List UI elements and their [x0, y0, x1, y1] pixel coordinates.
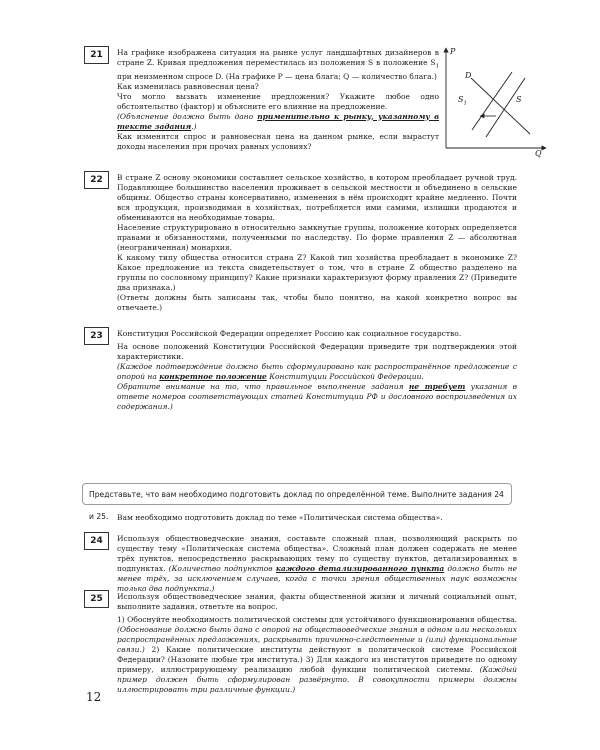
question-number-24: 24 — [84, 532, 109, 550]
supply-s-label: S — [516, 95, 522, 104]
question-number-25: 25 — [84, 590, 109, 608]
question-22-text — [117, 173, 517, 313]
q22-paragraph-1: В стране Z основу экономики составляет сельское хозяйство, в котором преобладает ручной труд. Подавляющее большинство населения проживает в сельской местности и объединено в сельские общины. Общество страны консервативно, изменения в нём происходят крайне медленно. Почти вся продукция, производимая в хозяйствах, потребляется ими самими, излишки продаются и обмениваются на необходимые товары. — [117, 173, 517, 222]
question-21-text — [117, 48, 439, 152]
q21-paragraph-1: На графике изображена ситуация на рынке услуг ландшафтных дизайнеров в стране Z. Кривая предложения переместилась из положения S в положение $S_1$ при неизменном спросе D. (На графике P — цена блага; Q — количество блага.) — [117, 48, 439, 81]
q21-paragraph-2: Как изменилась равновесная цена? — [117, 81, 259, 91]
q22-paragraph-2: Население структурировано в относительно замкнутые группы, положение которых определяется правами и обязанностями, полученными по наследству. По форме правления Z — абсолютная (неограниченная) монархия. — [117, 223, 517, 252]
q21-paragraph-3: Что могло вызвать изменение предложения? Укажите любое одно обстоятельство (фактор) и объясните его влияние на предложение. — [117, 91, 439, 111]
q21-paragraph-4: Как изменятся спрос и равновесная цена на данном рынке, если вырастут доходы населения при прочих равных условиях? — [117, 131, 439, 151]
supply-curve-s1 — [472, 72, 512, 130]
q23-note-1: (Каждое подтверждение должно быть сформулировано как распространённое предложение с опорой на конкретное положение Конституции Российской Федерации. — [117, 362, 517, 381]
q24-paragraph-1: Используя обществоведческие знания, составьте сложный план, позволяющий раскрыть по существу тему «Политическая система общества». Сложный план должен содержать не менее трёх пунктов, непосредственно раскрывающих тему по существу пунктов, детализированных в подпунктах. (Количество подпунктов каждого детализированного пункта должно быть не менее трёх, за исключением случаев, когда с точки зрения общественных наук возможны только два подпункта.) — [117, 534, 518, 593]
question-25-text — [117, 592, 517, 695]
q22-paragraph-4: (Ответы должны быть записаны так, чтобы было понятно, на какой конкретно вопрос вы отвечаете.) — [117, 293, 517, 312]
q23-paragraph-2: На основе положений Конституции Российской Федерации приведите три подтверждения этой характеристики. — [117, 342, 517, 361]
notice-box: Представьте, что вам необходимо подготовить доклад по определённой теме. Выполните задания 24 и 25. — [82, 483, 512, 505]
question-number-22: 22 — [84, 171, 109, 189]
q23-note-2: Обратите внимание на то, что правильное выполнение задания не требует указания в ответе номеров соответствующих статей Конституции РФ и дословного воспроизведения их содержания.) — [117, 382, 517, 411]
q25-paragraph-2: 1) Обоснуйте необходимость политической системы для устойчивого функционирования общества. (Обоснование должно быть дано с опорой на обществоведческие знания в одном или нескольких распространённых предложениях, раскрывать причинно-следственные и (или) функциональные связи.) 2) Какие политические институты действуют в политической системе Российской Федерации? (Назовите любые три института.) 3) Для каждого из институтов приведите по одному примеру, иллюстрирующему реализацию любой функции политической системы. (Каждый пример должен быть сформулирован развёрнуто. В совокупности примеры должны иллюстрировать три различные функции.) — [117, 615, 517, 694]
report-topic-intro: Вам необходимо подготовить доклад по теме «Политическая система общества». — [117, 513, 443, 522]
q23-paragraph-1: Конституция Российской Федерации определяет Россию как социальное государство. — [117, 329, 462, 338]
demand-label: D — [465, 71, 472, 80]
question-23-text — [117, 329, 517, 412]
question-24-text — [117, 534, 517, 594]
q21-note: (Объяснение должно быть дано применительно к рынку, указанному в тексте задания.) — [117, 111, 440, 131]
supply-s1-label: $S_1$ — [458, 95, 467, 107]
q22-paragraph-3: К какому типу общества относится страна Z? Какой тип хозяйства преобладает в экономике Z? Какое предложение из текста свидетельствует о том, что в стране Z общество разделено на группы по сословному принципу? Какие признаки характеризуют форму правления Z? (Приведите два признака.) — [117, 253, 517, 292]
supply-demand-graph — [440, 46, 550, 158]
axis-q-label: Q — [535, 149, 542, 158]
question-number-21: 21 — [84, 46, 109, 64]
demand-curve — [471, 78, 530, 134]
supply-curve-s — [486, 78, 525, 137]
q25-paragraph-1: Используя обществоведческие знания, факты общественной жизни и личный социальный опыт, выполните задания, ответьте на вопрос. — [117, 592, 517, 611]
axis-p-label: P — [450, 47, 456, 56]
graph-canvas — [440, 46, 550, 158]
question-number-23: 23 — [84, 327, 109, 345]
page-number: 12 — [86, 690, 102, 704]
